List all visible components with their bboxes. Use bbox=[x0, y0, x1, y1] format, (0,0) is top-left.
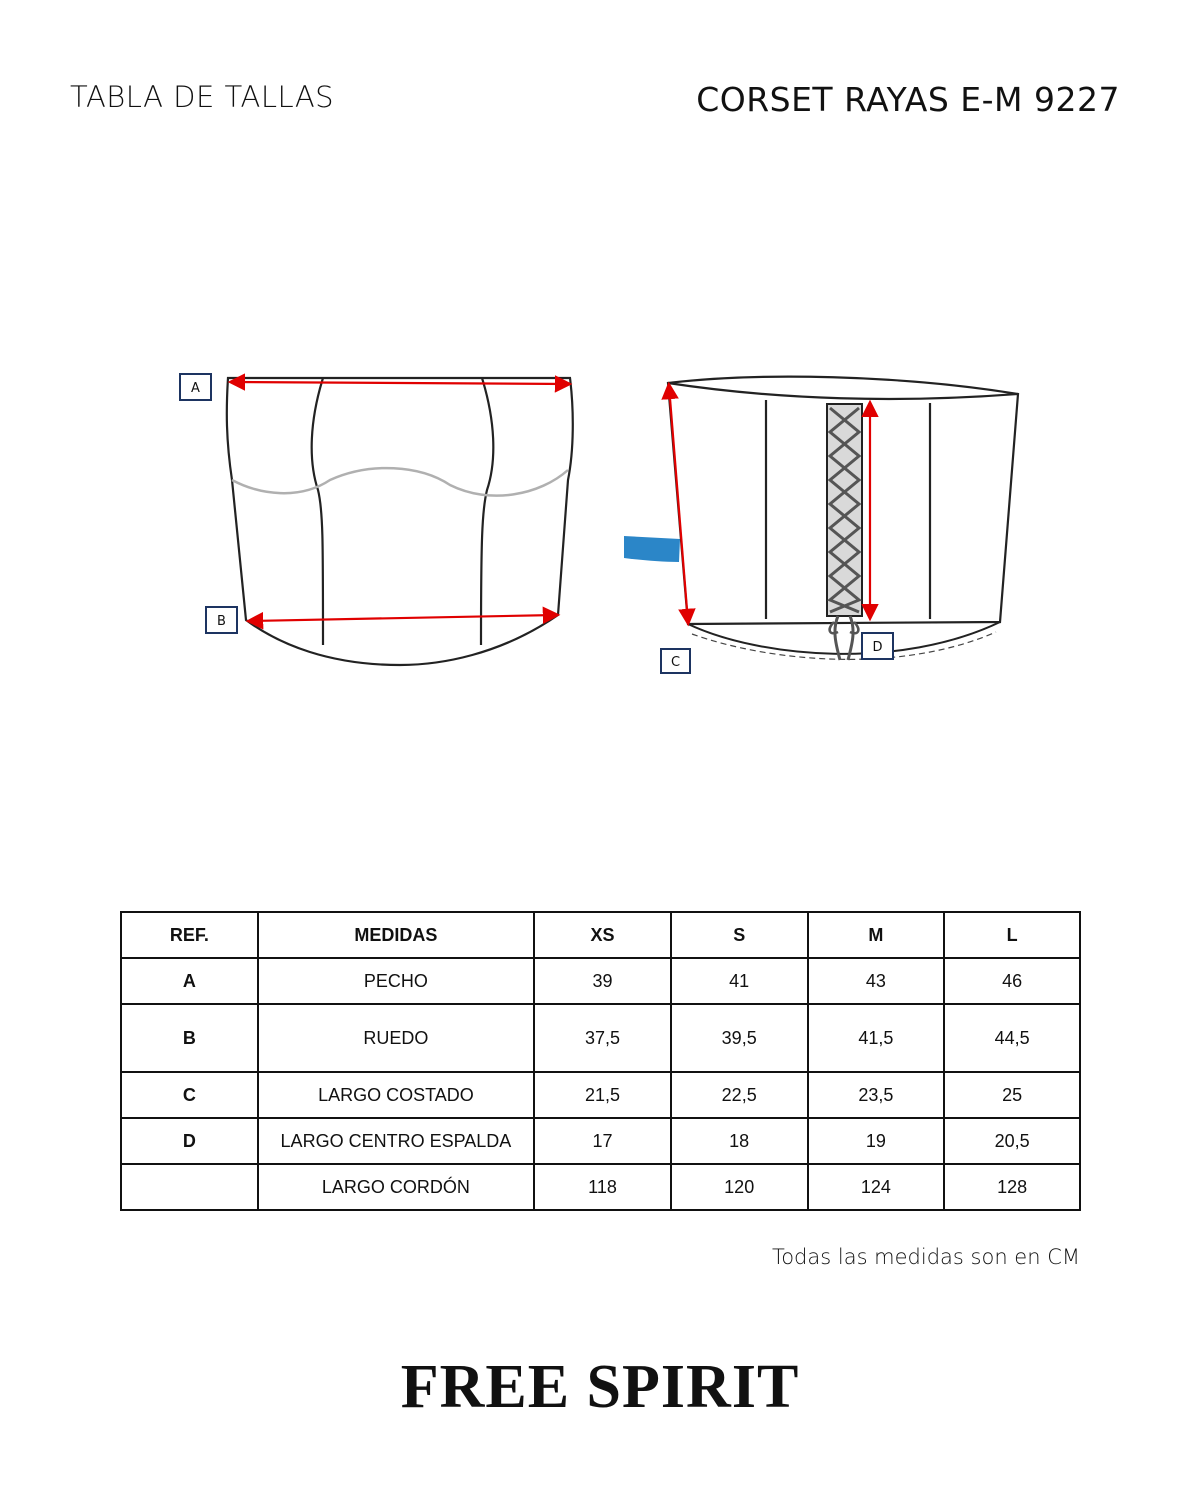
table-row bbox=[121, 958, 1080, 1004]
size-table bbox=[120, 911, 1081, 1211]
blue-accent bbox=[624, 536, 680, 562]
product-title: CORSET RAYAS E-M 9227 bbox=[696, 80, 1120, 119]
row-value-l: 20,5 bbox=[944, 1118, 1080, 1164]
row-ref: C bbox=[121, 1072, 258, 1118]
row-measure: RUEDO bbox=[258, 1004, 534, 1072]
svg-text:D: D bbox=[872, 640, 883, 655]
row-measure: LARGO CORDÓN bbox=[258, 1164, 534, 1210]
row-value-s: 18 bbox=[671, 1118, 808, 1164]
row-value-s: 120 bbox=[671, 1164, 808, 1210]
row-value-xs: 21,5 bbox=[534, 1072, 671, 1118]
svg-text:C: C bbox=[670, 655, 681, 670]
row-value-xs: 118 bbox=[534, 1164, 671, 1210]
marker-b bbox=[206, 607, 237, 633]
garment-diagram bbox=[0, 340, 1200, 700]
front-view bbox=[227, 378, 573, 665]
row-value-m: 19 bbox=[808, 1118, 945, 1164]
row-ref bbox=[121, 1164, 258, 1210]
row-value-m: 41,5 bbox=[808, 1004, 945, 1072]
marker-d bbox=[862, 633, 893, 659]
row-measure: LARGO COSTADO bbox=[258, 1072, 534, 1118]
row-value-s: 41 bbox=[671, 958, 808, 1004]
row-value-s: 39,5 bbox=[671, 1004, 808, 1072]
table-row bbox=[121, 1072, 1080, 1118]
row-ref: A bbox=[121, 958, 258, 1004]
row-ref: B bbox=[121, 1004, 258, 1072]
table-row bbox=[121, 1118, 1080, 1164]
row-value-l: 128 bbox=[944, 1164, 1080, 1210]
lacing-panel bbox=[827, 404, 862, 660]
col-xs: XS bbox=[534, 912, 671, 958]
row-value-m: 124 bbox=[808, 1164, 945, 1210]
svg-text:B: B bbox=[217, 614, 226, 629]
table-header-row bbox=[121, 912, 1080, 958]
row-ref: D bbox=[121, 1118, 258, 1164]
measure-a-line bbox=[232, 382, 568, 384]
col-s: S bbox=[671, 912, 808, 958]
size-chart-title: TABLA DE TALLAS bbox=[70, 80, 335, 114]
back-hem bbox=[688, 622, 1000, 654]
front-bust-seam bbox=[232, 468, 568, 496]
table-row bbox=[121, 1004, 1080, 1072]
row-value-xs: 37,5 bbox=[534, 1004, 671, 1072]
row-measure: LARGO CENTRO ESPALDA bbox=[258, 1118, 534, 1164]
row-measure: PECHO bbox=[258, 958, 534, 1004]
svg-text:A: A bbox=[191, 381, 200, 396]
row-value-s: 22,5 bbox=[671, 1072, 808, 1118]
marker-a bbox=[180, 374, 211, 400]
row-value-m: 43 bbox=[808, 958, 945, 1004]
measure-c-line bbox=[669, 386, 688, 622]
col-medidas: MEDIDAS bbox=[258, 912, 534, 958]
table-row bbox=[121, 1164, 1080, 1210]
col-ref: REF. bbox=[121, 912, 258, 958]
brand-logo: FREE SPIRIT bbox=[400, 1353, 800, 1421]
row-value-xs: 39 bbox=[534, 958, 671, 1004]
col-m: M bbox=[808, 912, 945, 958]
col-l: L bbox=[944, 912, 1080, 958]
row-value-xs: 17 bbox=[534, 1118, 671, 1164]
measure-b-line bbox=[250, 615, 556, 621]
units-note: Todas las medidas son en CM bbox=[771, 1245, 1080, 1269]
back-hem-stitch bbox=[692, 632, 996, 659]
row-value-l: 46 bbox=[944, 958, 1080, 1004]
row-value-m: 23,5 bbox=[808, 1072, 945, 1118]
marker-c bbox=[661, 649, 690, 673]
row-value-l: 44,5 bbox=[944, 1004, 1080, 1072]
row-value-l: 25 bbox=[944, 1072, 1080, 1118]
